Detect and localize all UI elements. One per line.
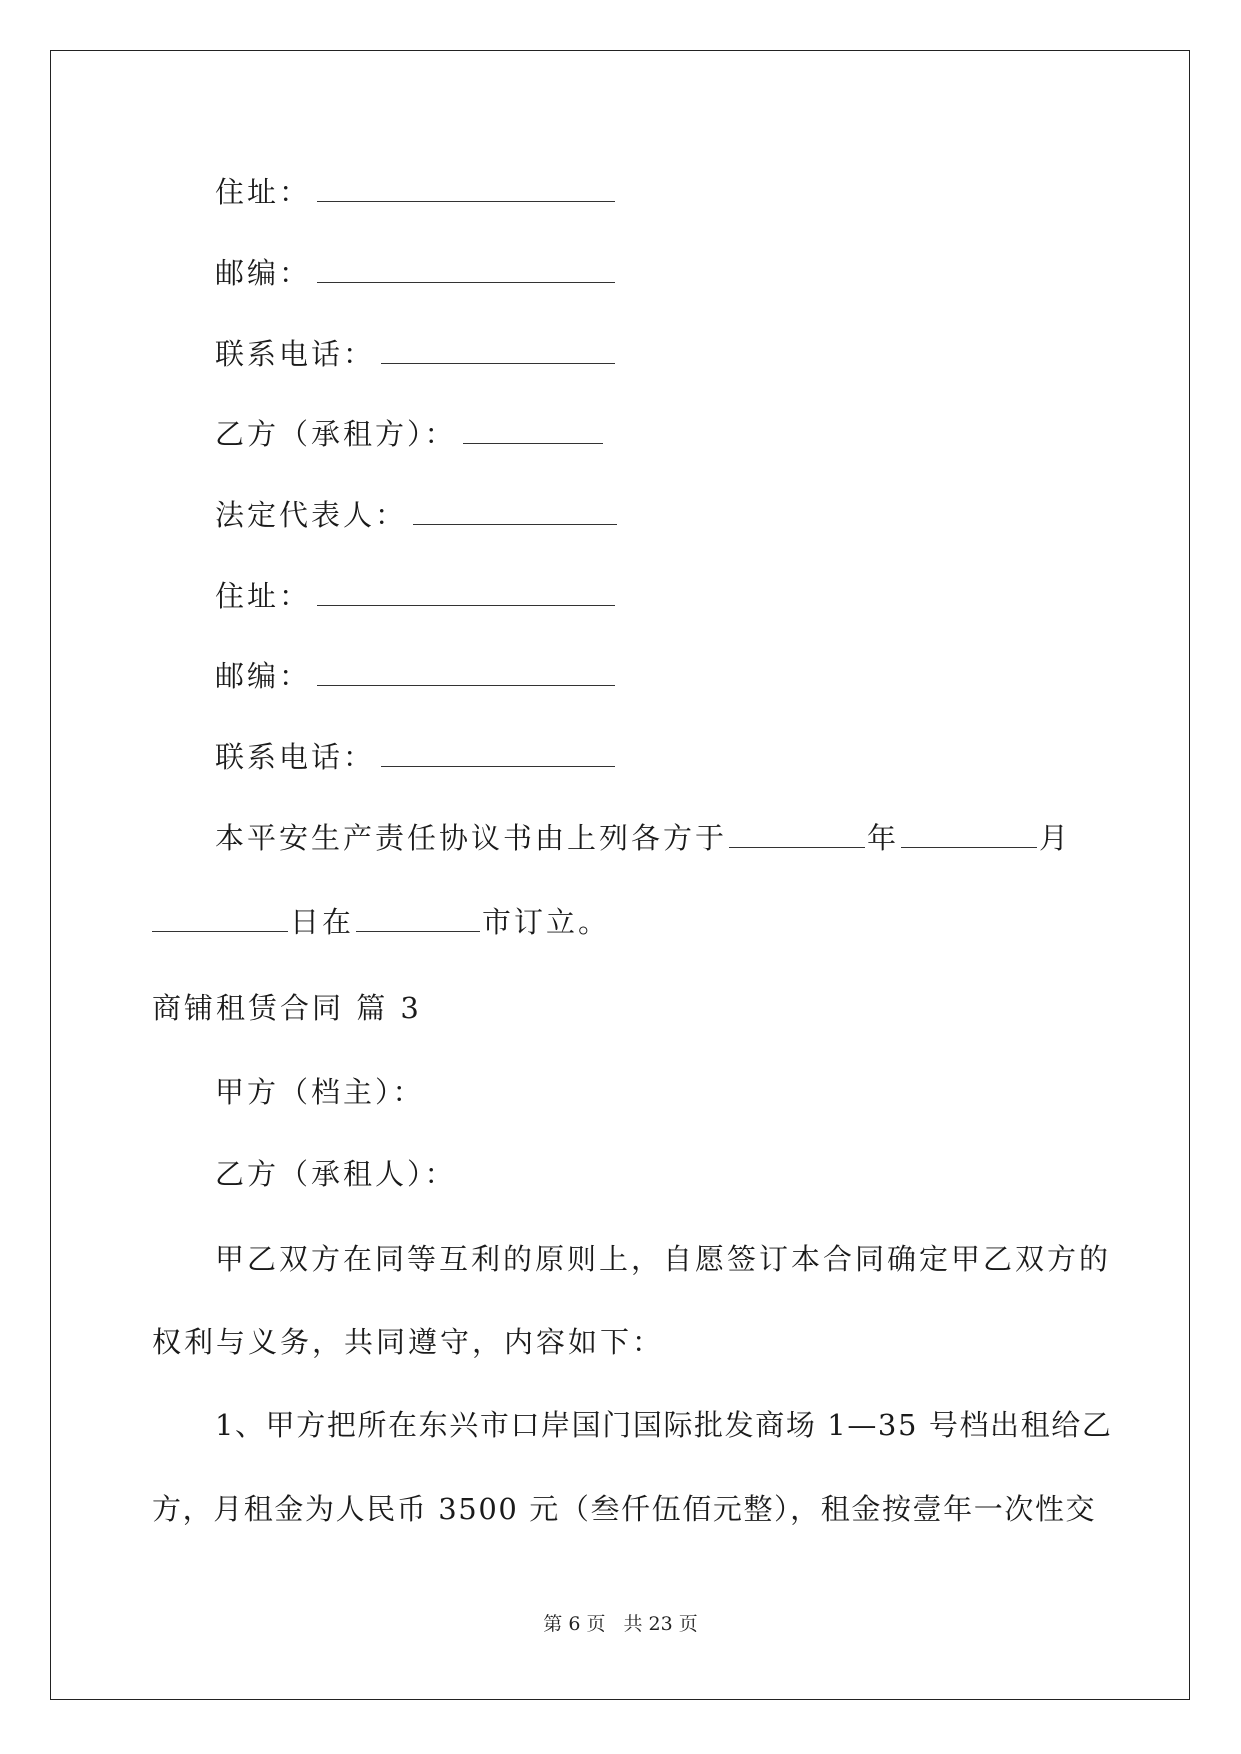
signing-year-field[interactable] [729,821,865,848]
page-border [50,50,1190,1700]
party-b-name-field[interactable] [463,417,603,444]
page-number: 第 6 页 [543,1613,606,1635]
party-a-phone-field[interactable] [381,337,615,364]
party-b-postcode-row [215,656,615,696]
party-a-address-row [215,172,615,212]
party-b-phone-field[interactable] [381,740,615,767]
party-b-postcode-field[interactable] [317,659,615,686]
party-a-phone-label: 联系电话： [215,337,376,371]
party-b-title-row [215,414,603,454]
party-b-phone-label: 联系电话： [215,740,376,774]
signing-year-label: 年 [867,821,900,855]
party-a-address-label: 住址： [215,175,312,209]
page-total: 共 23 页 [623,1613,698,1635]
contract3-party-a: 甲方（档主）： [215,1075,425,1109]
signing-month-field[interactable] [901,821,1037,848]
page-footer [0,1612,1241,1636]
signing-month-label: 月 [1039,821,1072,855]
contract3-clause1-line2: 方，月租金为人民币 3500 元（叁仟伍佰元整），租金按壹年一次性交 [152,1492,1097,1526]
party-b-legal-rep-field[interactable] [413,498,617,525]
party-a-address-field[interactable] [317,175,615,202]
signing-day-field[interactable] [152,905,288,932]
signing-city-field[interactable] [356,905,480,932]
party-b-legal-rep-row [215,495,617,535]
party-b-legal-rep-label: 法定代表人： [215,498,408,532]
section-heading: 商铺租赁合同 篇 3 [152,991,422,1025]
contract3-intro-line2: 权利与义务，共同遵守，内容如下： [152,1325,665,1359]
party-a-postcode-row [215,253,615,293]
party-a-phone-row [215,334,615,374]
signing-day-label: 日在 [290,905,355,939]
party-b-address-field[interactable] [317,579,615,606]
signing-statement-line1 [215,818,1071,858]
signing-statement-line2 [152,902,610,942]
party-a-postcode-label: 邮编： [215,256,312,290]
contract3-clause1-line1: 1、甲方把所在东兴市口岸国门国际批发商场 1—35 号档出租给乙 [215,1408,1113,1442]
signing-statement-text: 本平安生产责任协议书由上列各方于 [215,821,728,855]
party-b-address-label: 住址： [215,579,312,613]
party-b-postcode-label: 邮编： [215,659,312,693]
party-b-address-row [215,576,615,616]
signing-city-label: 市订立。 [482,905,611,939]
contract3-party-b: 乙方（承租人）： [215,1157,457,1191]
party-b-title-label: 乙方（承租方）： [215,417,457,451]
contract3-intro-line1: 甲乙双方在同等互利的原则上，自愿签订本合同确定甲乙双方的 [215,1242,1112,1276]
party-a-postcode-field[interactable] [317,256,615,283]
party-b-phone-row [215,737,615,777]
